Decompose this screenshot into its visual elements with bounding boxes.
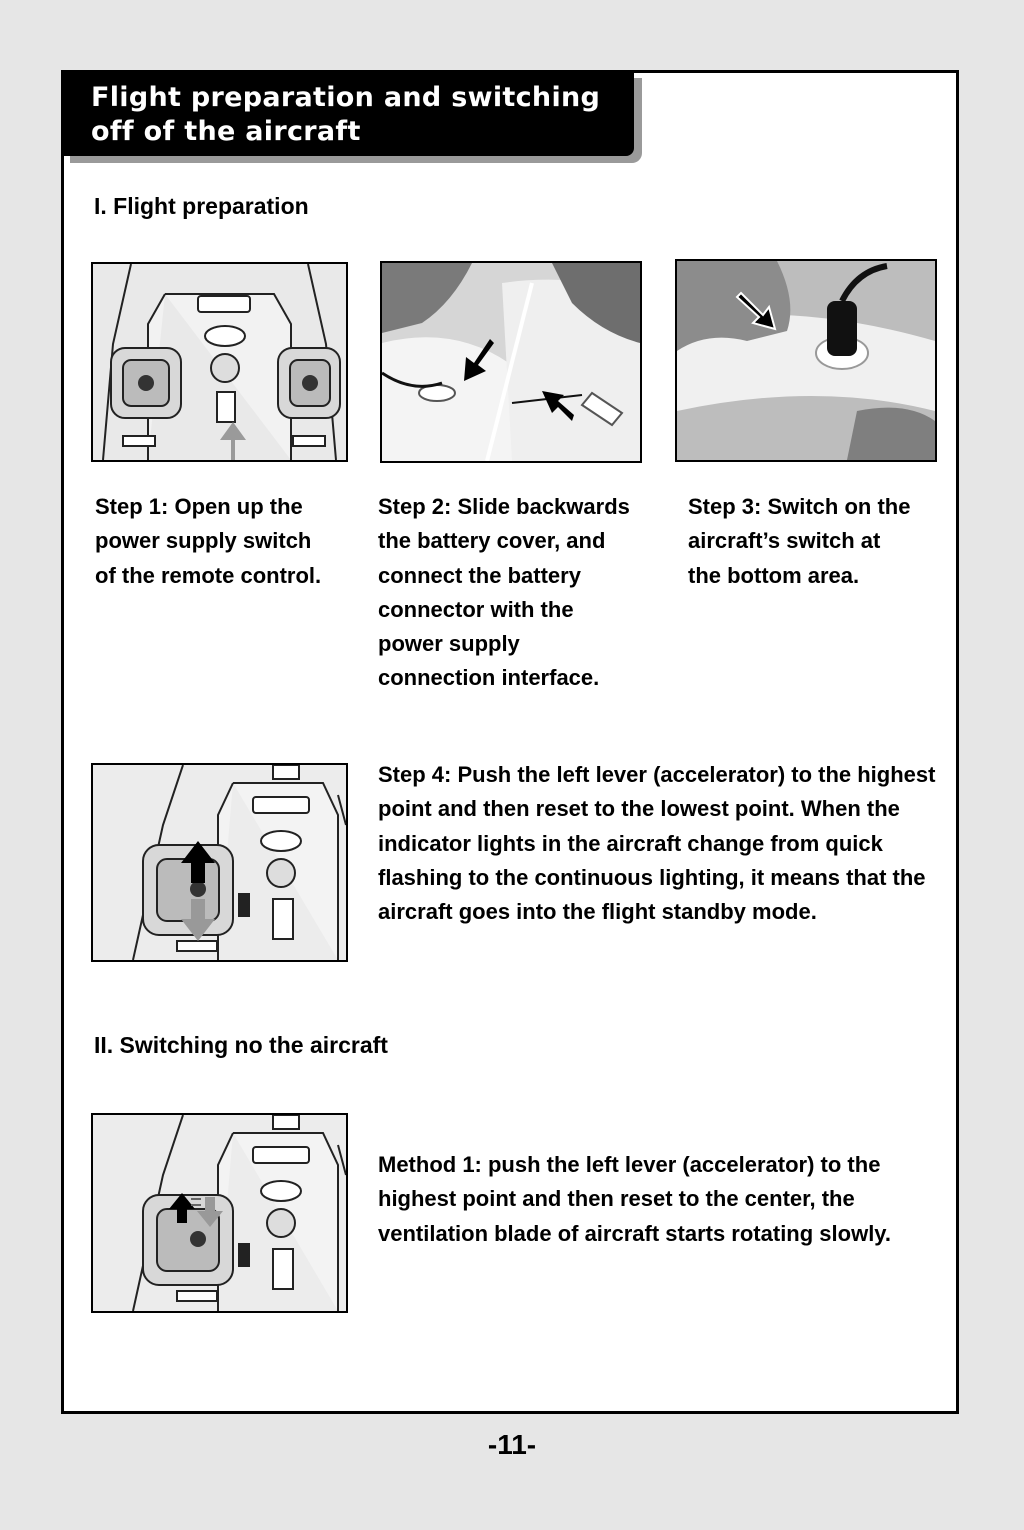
page-number: -11- <box>487 1429 537 1460</box>
step3-text: Step 3: Switch on the aircraft’s switch at the bottom area. <box>688 494 911 588</box>
step2-text: Step 2: Slide backwards the battery cover, and connect the battery connector with the power supply connection interface. <box>378 494 630 691</box>
step1-text: Step 1: Open up the power supply switch of the remote control. <box>95 494 322 588</box>
section-title-switching: II. Switching no the aircraft <box>94 1032 388 1058</box>
battery-connector-icon <box>382 263 640 461</box>
step2-image <box>380 261 642 463</box>
section-title-flight-preparation: I. Flight preparation <box>94 193 309 219</box>
remote-power-switch-icon <box>93 264 346 460</box>
aircraft-switch-icon <box>677 261 935 460</box>
step4-text: Step 4: Push the left lever (accelerator) to the highest point and then reset to the lowest point. When the indicator lights in the aircraft change from quick flashing to the continuous lighting, it means that the aircraft goes into the flight standby mode. <box>378 762 936 925</box>
page-header <box>61 70 634 156</box>
step4-image <box>91 763 348 962</box>
step1-image <box>91 262 348 462</box>
header-title-line2: off of the aircraft <box>91 116 361 147</box>
left-lever-up-down-icon <box>93 765 346 960</box>
header-title-line1: Flight preparation and switching <box>91 82 601 113</box>
left-lever-up-center-icon <box>93 1115 346 1311</box>
method1-image <box>91 1113 348 1313</box>
step3-image <box>675 259 937 462</box>
method1-text: Method 1: push the left lever (accelerator) to the highest point and then reset to the center, the ventilation blade of aircraft starts rotating slowly. <box>378 1152 892 1246</box>
